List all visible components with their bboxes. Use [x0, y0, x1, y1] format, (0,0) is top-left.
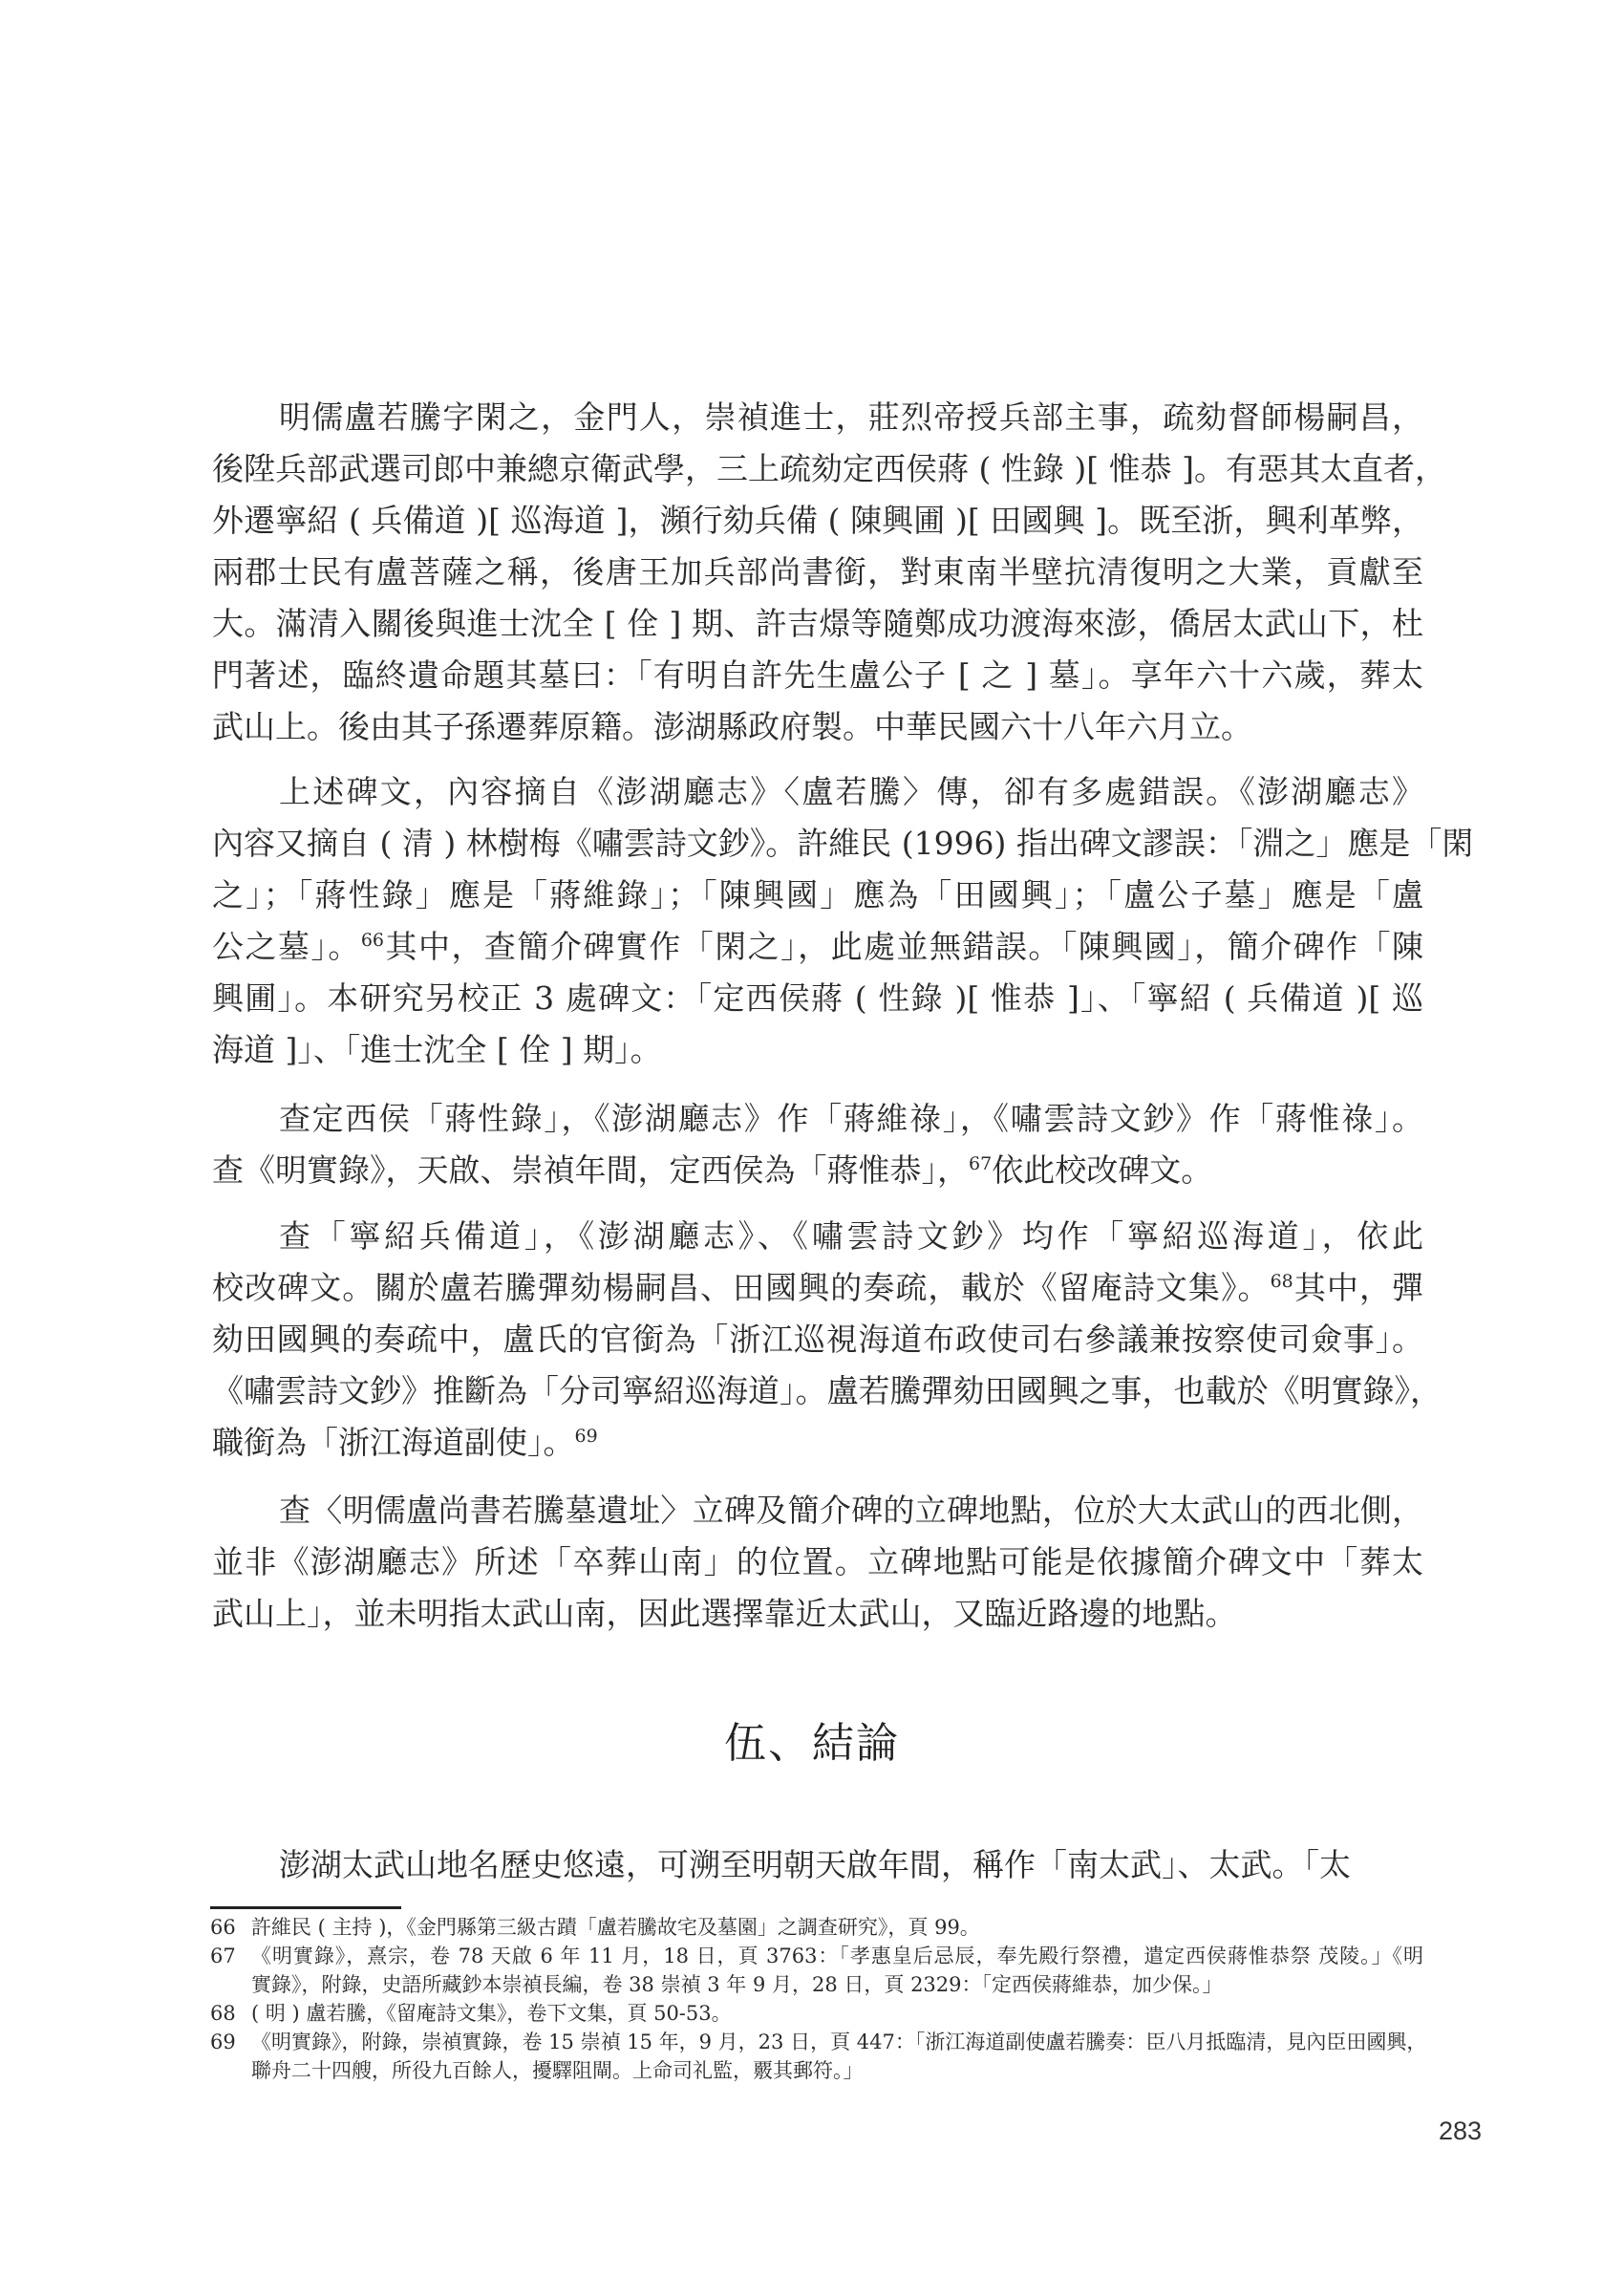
footnote-text: 《明實錄》，附錄，崇禎實錄，卷 15 崇禎 15 年，9 月，23 日，頁 447：「浙江海道副使盧若騰奏：臣八月抵臨清，見內臣田國興， [251, 2031, 1427, 2053]
text-line [212, 973, 1423, 1024]
footnote-number: 69 [210, 2031, 236, 2053]
footnote [210, 2028, 1427, 2085]
paragraph [212, 392, 1446, 753]
footnote-text: 實錄》，附錄，史語所藏鈔本崇禎長編，卷 38 崇禎 3 年 9 月，28 日，頁 2329：「定西侯蔣維恭，加少保。」 [251, 1973, 1223, 1996]
text-line [212, 495, 1423, 547]
section-heading: 伍、結論 [724, 1719, 900, 1768]
text-line [212, 1145, 1423, 1196]
text-line [212, 766, 1423, 818]
footnote-separator [210, 1906, 401, 1909]
text-line [212, 1417, 1423, 1469]
text-segment: 查「寧紹兵備道」，《澎湖廳志》、《嘯雲詩文鈔》均作「寧紹巡海道」，依此 [279, 1217, 1423, 1255]
paragraph [212, 1211, 1442, 1469]
text-line [212, 1093, 1423, 1145]
footnote-number: 66 [210, 1916, 236, 1939]
paragraph [212, 1485, 1423, 1640]
text-line [212, 1262, 1423, 1314]
text-segment: 《嘯雲詩文鈔》推斷為「分司寧紹巡海道」。盧若騰彈劾田國興之事，也載於《明實錄》， [212, 1372, 1442, 1409]
text-line [212, 921, 1423, 973]
footnotes [210, 1913, 1427, 2085]
text-segment: 查《明實錄》，天啟、崇禎年間，定西侯為「蔣惟恭」， [212, 1151, 969, 1189]
text-line [212, 1588, 1423, 1640]
footnote-text: 聯舟二十四艘，所役九百餘人，擾驛阻閘。上命司礼監，覈其郵符。」 [251, 2059, 864, 2082]
footnote-ref: 67 [969, 1153, 993, 1174]
text-line [212, 443, 1446, 495]
page-number: 283 [1439, 2117, 1483, 2145]
text-line [212, 1485, 1423, 1537]
text-line [212, 701, 1423, 753]
text-line [212, 1537, 1423, 1588]
footnote-text: 許維民 ( 主持 )，《金門縣第三級古蹟「盧若騰故宅及墓園」之調查研究》，頁 99。 [251, 1916, 980, 1939]
text-segment: 依此校改碑文。 [992, 1151, 1213, 1189]
text-segment: 海道 ]」、「進士沈全 [ 佺 ] 期」。 [212, 1031, 662, 1068]
text-segment: 外遷寧紹 ( 兵備道 )[ 巡海道 ]，瀕行劾兵備 ( 陳興圃 )[ 田國興 ]。既至浙，興利革弊， [212, 502, 1423, 539]
footnote [210, 1913, 1423, 1942]
text-segment: 兩郡士民有盧菩薩之稱，後唐王加兵部尚書銜，對東南半壁抗清復明之大業，貢獻至 [212, 553, 1423, 591]
footnote-ref: 68 [1270, 1271, 1293, 1292]
text-segment: 澎湖太武山地名歷史悠遠，可溯至明朝天啟年間，稱作「南太武」、太武。「太 [279, 1846, 1351, 1883]
text-segment: 武山上」，並未明指太武山南，因此選擇靠近太武山，又臨近路邊的地點。 [212, 1595, 1237, 1632]
text-segment: 劾田國興的奏疏中，盧氏的官銜為「浙江巡視海道布政使司右參議兼按察使司僉事」。 [212, 1321, 1423, 1358]
text-segment: 查〈明儒盧尚書若騰墓遺址〉立碑及簡介碑的立碑地點，位於大太武山的西北側， [279, 1492, 1423, 1529]
footnote-number: 67 [210, 1945, 236, 1967]
text-segment: 其中，查簡介碑實作「閑之」，此處並無錯誤。「陳興國」，簡介碑作「陳 [384, 928, 1423, 965]
footnote-ref: 69 [574, 1426, 598, 1447]
text-line [212, 650, 1423, 701]
footnote-number: 68 [210, 2002, 236, 2025]
text-line [212, 870, 1423, 921]
text-segment: 興圃」。本研究另校正 3 處碑文：「定西侯蔣 ( 性錄 )[ 惟恭 ]」、「寧紹 ( 兵備道 )[ 巡 [212, 979, 1423, 1017]
text-line [212, 1314, 1423, 1365]
text-line [212, 598, 1423, 650]
text-segment: 門著述，臨終遺命題其墓曰：「有明自許先生盧公子 [ 之 ] 墓」。享年六十六歲，葬太 [212, 656, 1423, 694]
text-line [212, 1024, 1423, 1076]
footnote-ref: 66 [360, 930, 385, 951]
text-segment: 明儒盧若騰字閑之，金門人，崇禎進士，莊烈帝授兵部主事，疏劾督師楊嗣昌， [279, 398, 1423, 436]
text-segment: 其中，彈 [1293, 1269, 1423, 1306]
text-segment: 內容又摘自 ( 清 ) 林樹梅《嘯雲詩文鈔》。許維民 (1996) 指出碑文謬誤：「淵之」應是「閑 [212, 825, 1474, 862]
text-segment: 後陞兵部武選司郎中兼總京衛武學，三上疏劾定西侯蔣 ( 性錄 )[ 惟恭 ]。有惡其太直者， [212, 450, 1446, 487]
paragraph [212, 766, 1474, 1076]
footnote-text: ( 明 ) 盧若騰，《留庵詩文集》，卷下文集，頁 50-53。 [251, 2002, 732, 2025]
text-line [212, 392, 1423, 443]
text-segment: 大。滿清入關後與進士沈全 [ 佺 ] 期、許吉燝等隨鄭成功渡海來澎，僑居太武山下，杜 [212, 605, 1423, 642]
text-segment: 校改碑文。關於盧若騰彈劾楊嗣昌、田國興的奏疏，載於《留庵詩文集》。 [212, 1269, 1271, 1306]
text-line [212, 1365, 1442, 1417]
text-segment: 之」；「蔣性錄」應是「蔣維錄」；「陳興國」應為「田國興」；「盧公子墓」應是「盧 [212, 876, 1423, 913]
footnote-text: 《明實錄》，熹宗，卷 78 天啟 6 年 11 月，18 日，頁 3763：「孝惠皇后忌辰，奉先殿行祭禮，遣定西侯蔣惟恭祭 茂陵。」《明 [251, 1945, 1423, 1967]
text-line [212, 547, 1423, 598]
footnote [210, 1999, 1423, 2028]
text-segment: 查定西侯「蔣性錄」，《澎湖廳志》作「蔣維祿」，《嘯雲詩文鈔》作「蔣惟祿」。 [279, 1100, 1423, 1137]
paragraph [212, 1093, 1423, 1196]
text-line [212, 1211, 1423, 1262]
text-line [212, 818, 1474, 870]
footnote [210, 1942, 1423, 1999]
text-segment: 武山上。後由其子孫遷葬原籍。澎湖縣政府製。中華民國六十八年六月立。 [212, 708, 1252, 745]
text-segment: 公之墓」。 [212, 928, 361, 965]
text-segment: 上述碑文，內容摘自《澎湖廳志》〈盧若騰〉傳，卻有多處錯誤。《澎湖廳志》 [279, 773, 1423, 810]
text-segment: 並非《澎湖廳志》所述「卒葬山南」的位置。立碑地點可能是依據簡介碑文中「葬太 [212, 1543, 1423, 1580]
text-line [212, 1839, 1423, 1891]
text-segment: 職銜為「浙江海道副使」。 [212, 1424, 575, 1461]
paragraph [212, 1839, 1423, 1891]
